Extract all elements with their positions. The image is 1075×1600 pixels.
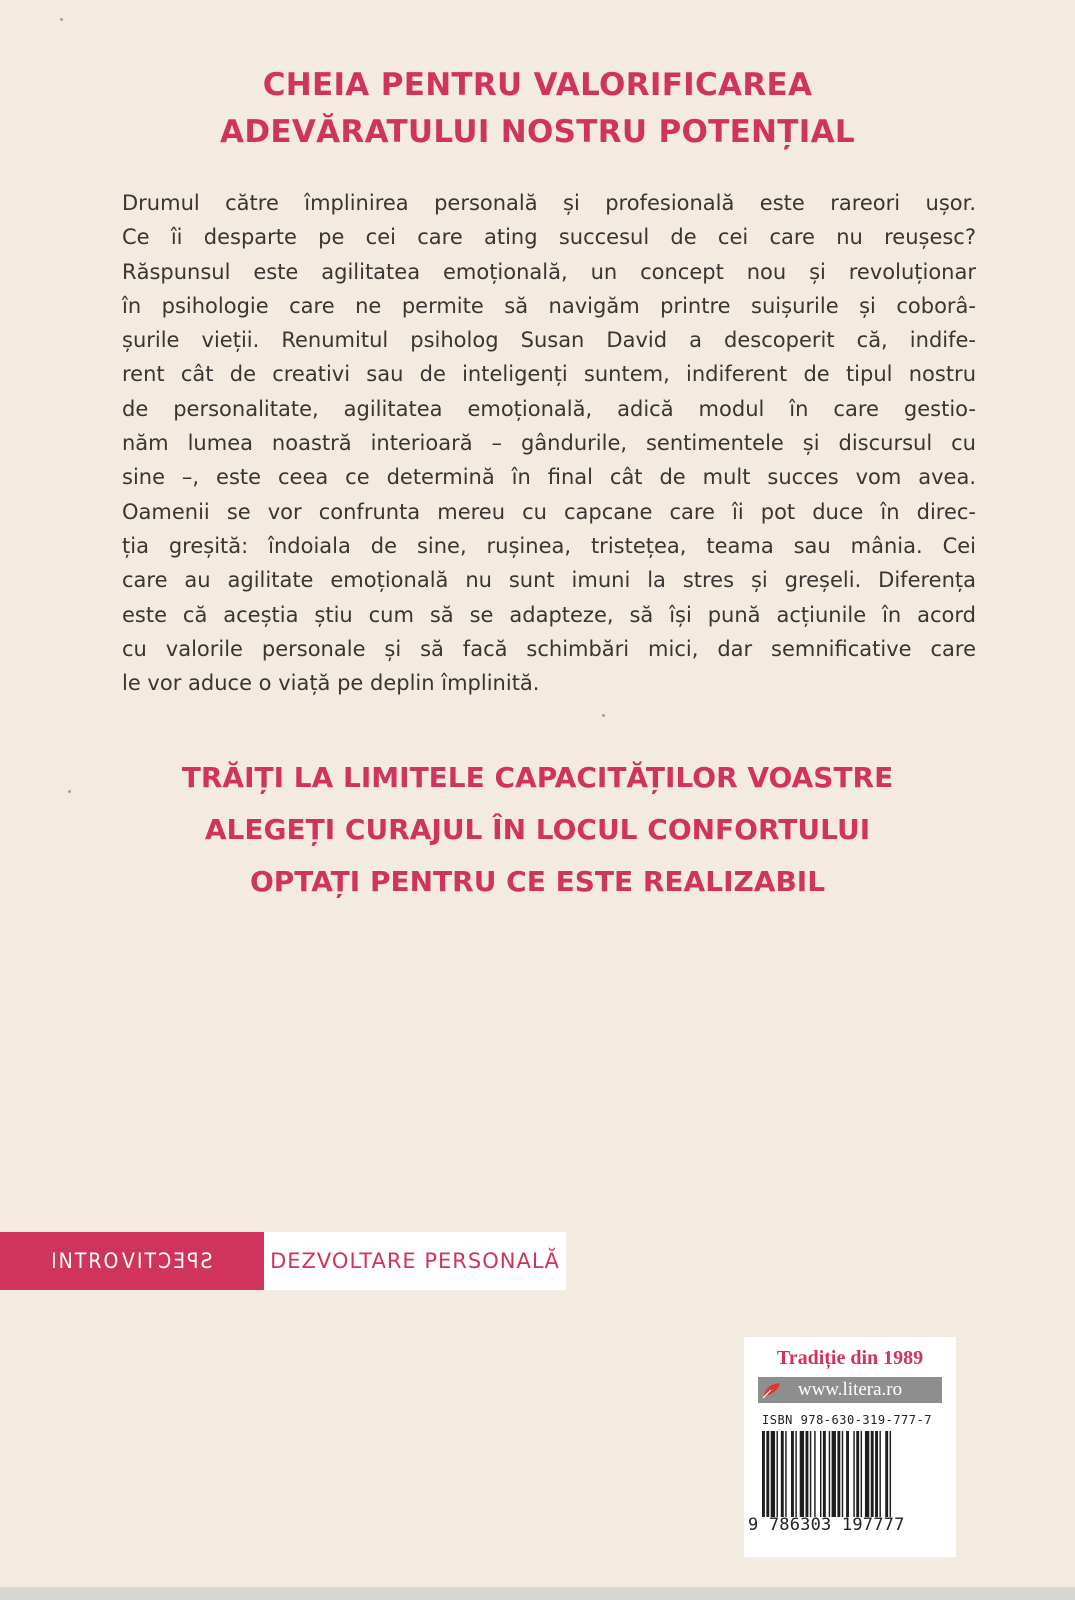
blurb-line: este că aceștia știu cum să se adapteze, să își pună acțiunile în acord — [122, 602, 976, 627]
barcode-graphic — [762, 1431, 940, 1517]
publisher-logo-icon — [761, 1380, 783, 1400]
blurb-line: năm lumea noastră interioară – gândurile, sentimentele și discursul cu — [122, 431, 976, 456]
series-name-left: INTRO — [51, 1249, 121, 1273]
barcode-panel — [744, 1337, 956, 1557]
scan-bottom-edge — [0, 1587, 1075, 1600]
publisher-tradition: Tradiție din 1989 — [776, 1347, 924, 1369]
blurb-line: Răspunsul este agilitatea emoțională, un concept nou și revoluționar — [122, 259, 976, 284]
category-label: DEZVOLTARE PERSONALĂ — [264, 1232, 566, 1290]
tagline: ALEGEȚI CURAJUL ÎN LOCUL CONFORTULUI — [204, 813, 871, 846]
blurb-line: care au agilitate emoțională nu sunt imuni la stres și greșeli. Diferența — [122, 568, 976, 593]
publisher-url-bar — [758, 1377, 942, 1403]
blurb-line: le vor aduce o viață pe deplin împlinită. — [122, 671, 540, 696]
headline-line-2: ADEVĂRATULUI NOSTRU POTENȚIAL — [220, 114, 855, 150]
blurb-line: cu valorile personale și să facă schimbări mici, dar semnificative care — [122, 636, 976, 661]
blurb-paragraph — [122, 186, 976, 700]
blurb-line: sine –, este ceea ce determină în final cât de mult succes vom avea. — [122, 465, 976, 490]
blurb-line: ția greșită: îndoiala de sine, rușinea, tristețea, teama sau mânia. Cei — [122, 533, 976, 558]
blurb-line: de personalitate, agilitatea emoțională, adică modul în care gestio- — [122, 396, 976, 421]
headline-line-1: CHEIA PENTRU VALORIFICAREA — [262, 67, 813, 103]
headline — [0, 62, 1075, 156]
barcode-digits: 9 786303 197777 — [748, 1515, 905, 1535]
tagline: OPTAȚI PENTRU CE ESTE REALIZABIL — [249, 865, 826, 898]
blurb-line: Ce îi desparte pe cei care ating succesul de cei care nu reușesc? — [122, 225, 976, 250]
blurb-line: Oamenii se vor confrunta mereu cu capcane care îi pot duce în direc- — [122, 499, 976, 524]
blurb-line: în psihologie care ne permite să navigăm printre suișurile și coborâ- — [122, 293, 976, 318]
series-band — [0, 1232, 566, 1290]
blurb-line: rent cât de creativi sau de inteligenți suntem, indiferent de tipul nostru — [122, 362, 976, 387]
tagline: TRĂIȚI LA LIMITELE CAPACITĂȚILOR VOASTRE — [181, 761, 894, 794]
blurb-line: Drumul către împlinirea personală și profesională este rareori ușor. — [122, 191, 976, 215]
series-name — [0, 1232, 264, 1290]
isbn-label: ISBN 978-630-319-777-7 — [762, 1413, 932, 1427]
blurb-line: șurile vieții. Renumitul psiholog Susan David a descoperit că, indife- — [122, 328, 976, 353]
taglines — [0, 752, 1075, 908]
publisher-website: www.litera.ro — [797, 1379, 903, 1400]
series-name-mirrored: SPECTIV — [120, 1249, 213, 1273]
